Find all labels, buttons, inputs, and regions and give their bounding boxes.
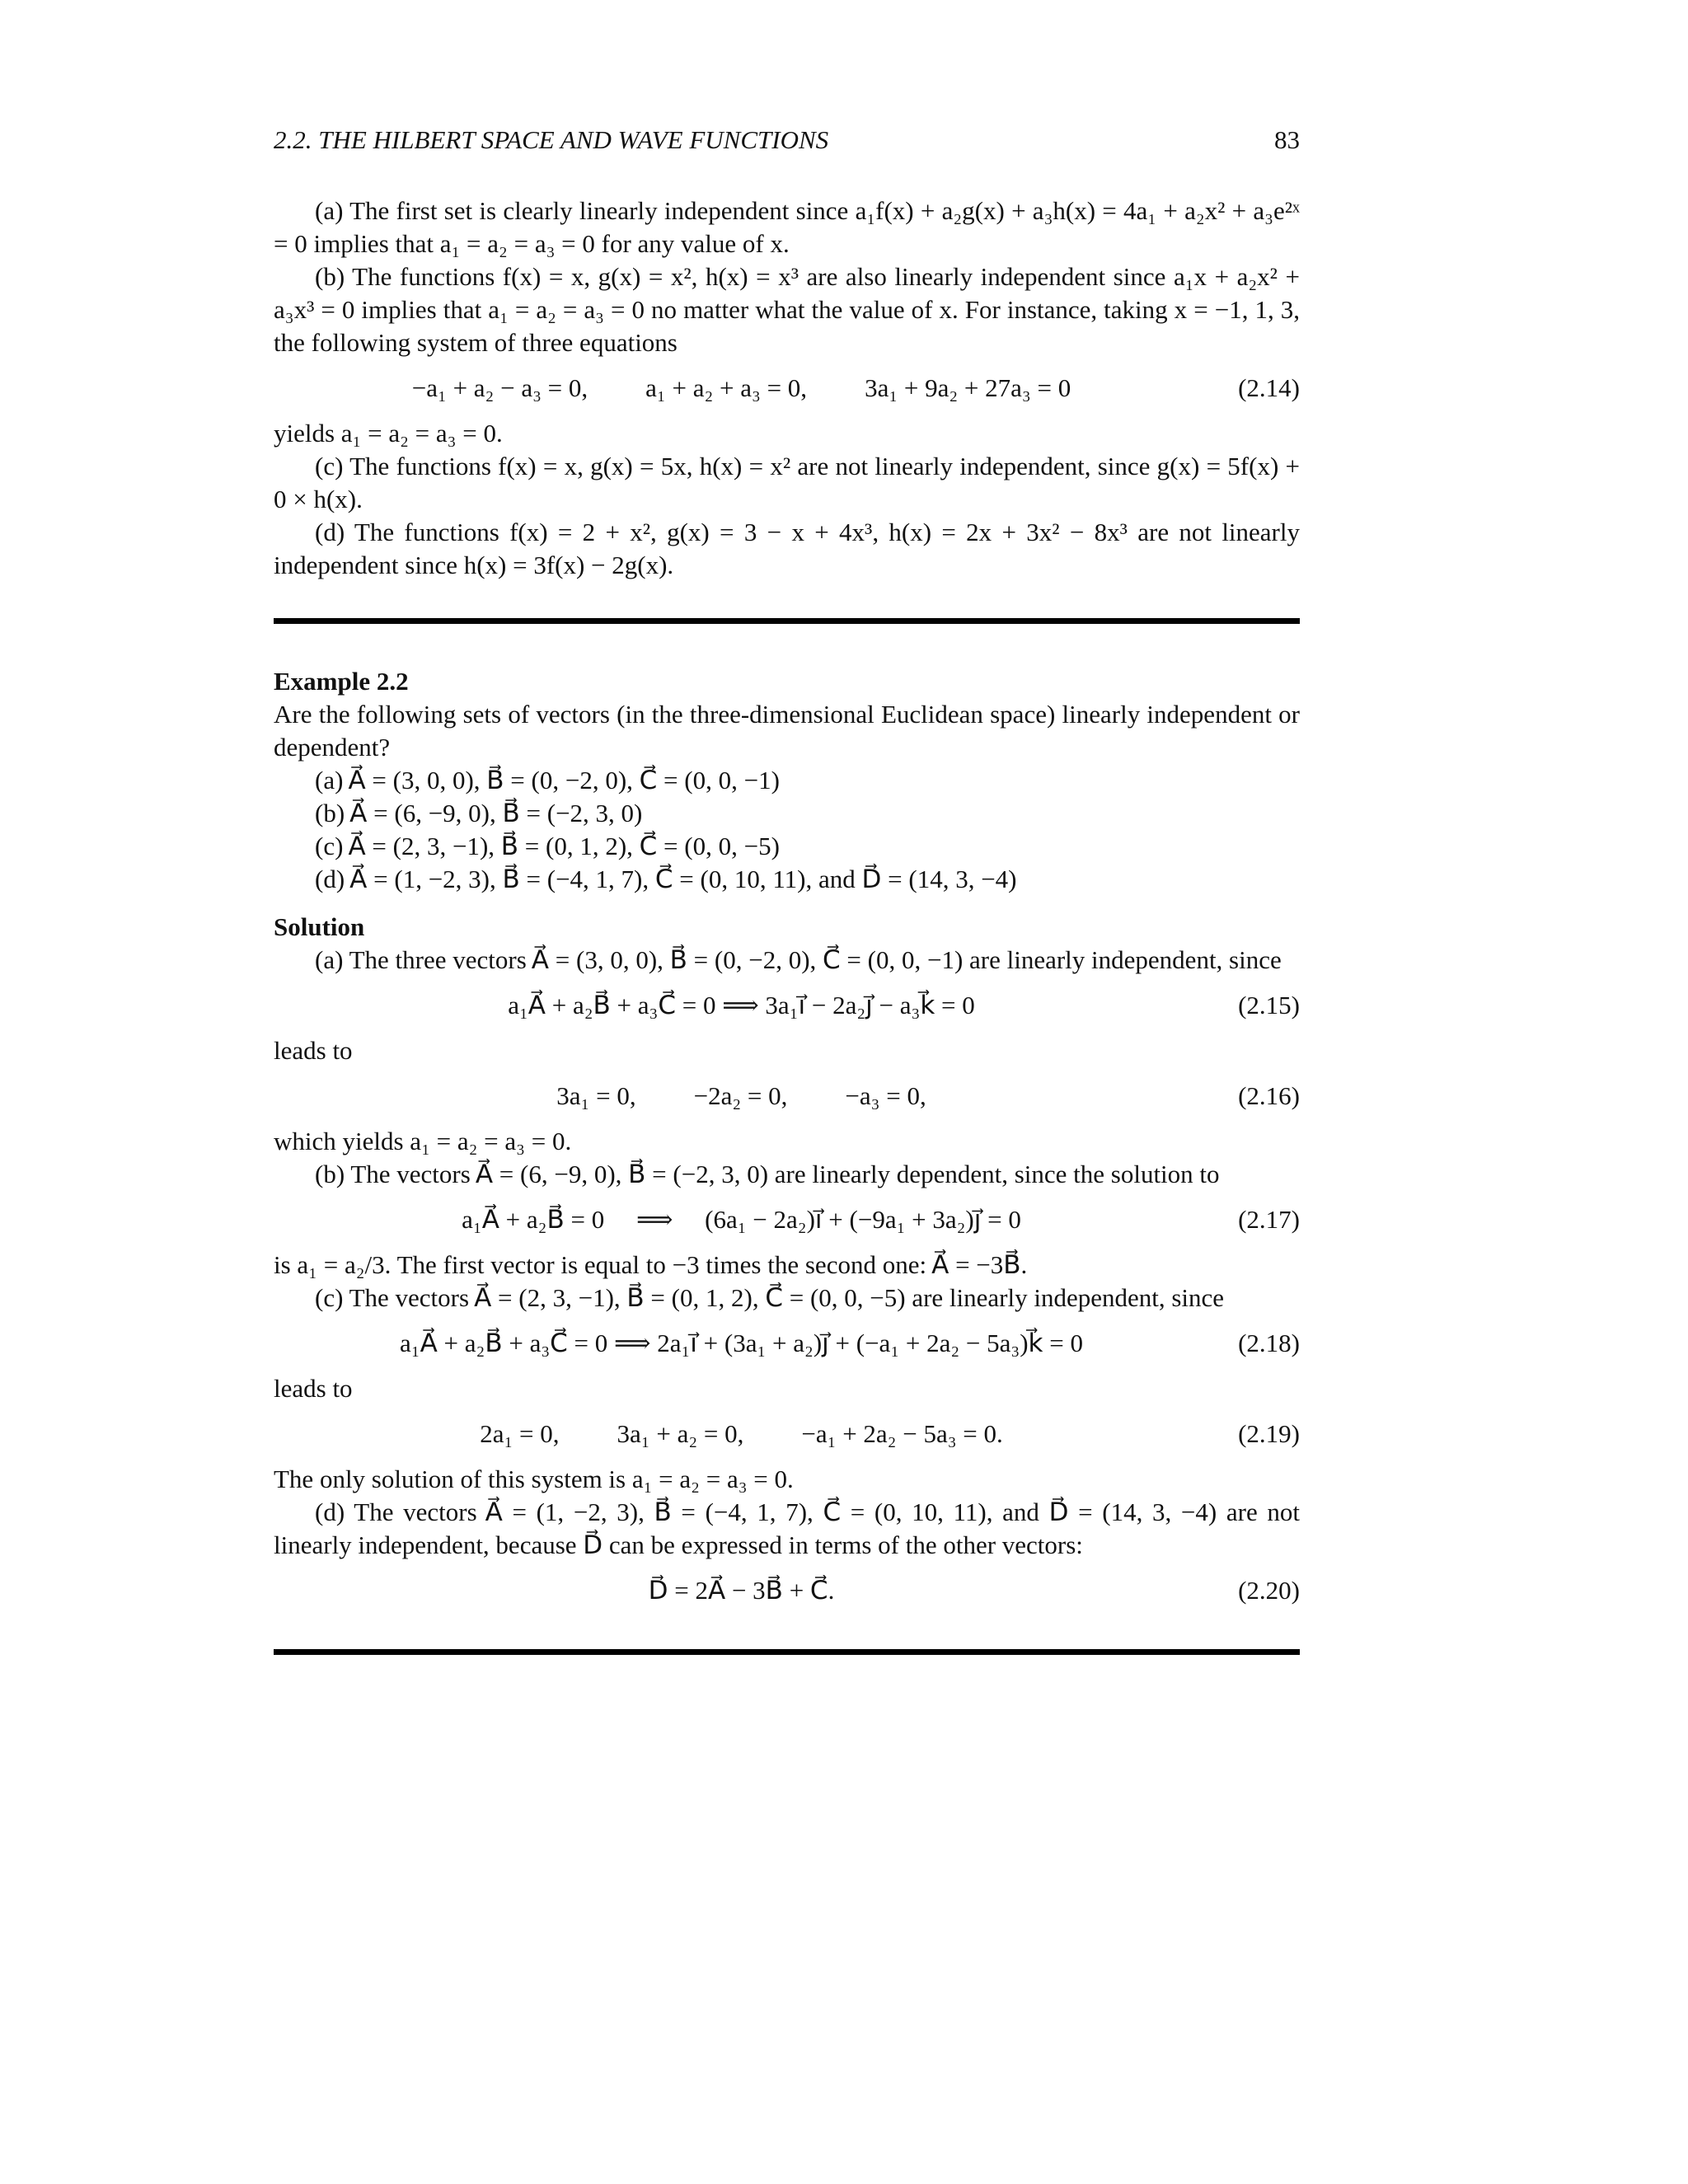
part-d-paragraph: (d) The functions f(x) = 2 + x², g(x) = 3 − x + 4x³, h(x) = 2x + 3x² − 8x³ are not linearly independent since h(x) = 3f(x) − 2g(x).	[274, 518, 1300, 579]
equation-part: 3a₁ = 0,	[556, 1081, 636, 1110]
solution-d-text: (d) The vectors A⃗ = (1, −2, 3), B⃗ = (−4, 1, 7), C⃗ = (0, 10, 11), and D⃗ = (14, 3, −4) are not linearly independent, because D⃗ can be expressed in terms of the other vectors:	[274, 1497, 1300, 1559]
equation-2-16	[274, 1067, 1300, 1125]
equation-number: (2.20)	[1238, 1576, 1300, 1605]
example-item: (c) A⃗ = (2, 3, −1), B⃗ = (0, 1, 2), C⃗ = (0, 0, −5)	[315, 832, 780, 860]
header-title: 2.2. THE HILBERT SPACE AND WAVE FUNCTIONS	[274, 125, 829, 154]
only-solution-text: The only solution of this system is a₁ = a₂ = a₃ = 0.	[274, 1465, 794, 1493]
solution-a-text: (a) The three vectors A⃗ = (3, 0, 0), B⃗ = (0, −2, 0), C⃗ = (0, 0, −1) are linearly independent, since	[315, 945, 1282, 974]
equation-body: D⃗ = 2A⃗ − 3B⃗ + C⃗.	[648, 1576, 835, 1605]
equation-2-15	[274, 977, 1300, 1034]
running-header	[274, 124, 1300, 157]
which-yields-text: which yields a₁ = a₂ = a₃ = 0.	[274, 1127, 572, 1155]
page-number: 83	[1274, 125, 1300, 154]
equation-part: 3a₁ + a₂ = 0,	[617, 1419, 744, 1448]
section-divider-top	[274, 618, 1300, 624]
equation-2-20	[274, 1562, 1300, 1619]
equation-number: (2.15)	[1238, 991, 1300, 1019]
equation-number: (2.19)	[1238, 1419, 1300, 1448]
part-c-paragraph: (c) The functions f(x) = x, g(x) = 5x, h(x) = x² are not linearly independent, since g(x) = 5f(x) + 0 × h(x).	[274, 452, 1300, 513]
example-question: Are the following sets of vectors (in the three-dimensional Euclidean space) linearly independent or dependent?	[274, 700, 1300, 762]
equation-number: (2.17)	[1238, 1205, 1300, 1234]
equation-body: a₁A⃗ + a₂B⃗ + a₃C⃗ = 0 ⟹ 2a₁i⃗ + (3a₁ + a₂)j⃗ + (−a₁ + 2a₂ − 5a₃)k⃗ = 0	[400, 1329, 1083, 1357]
equation-number: (2.16)	[1238, 1081, 1300, 1110]
example-item: (b) A⃗ = (6, −9, 0), B⃗ = (−2, 3, 0)	[315, 799, 643, 827]
solution-c-text: (c) The vectors A⃗ = (2, 3, −1), B⃗ = (0, 1, 2), C⃗ = (0, 0, −5) are linearly independent, since	[315, 1283, 1225, 1312]
solution-b-result: is a₁ = a₂/3. The first vector is equal to −3 times the second one: A⃗ = −3B⃗.	[274, 1250, 1028, 1279]
equation-2-18	[274, 1315, 1300, 1372]
example-item: (d) A⃗ = (1, −2, 3), B⃗ = (−4, 1, 7), C⃗ = (0, 10, 11), and D⃗ = (14, 3, −4)	[315, 865, 1017, 893]
equation-2-14	[274, 359, 1300, 417]
yields-line: yields a₁ = a₂ = a₃ = 0.	[274, 419, 503, 448]
equation-part: −a₁ + 2a₂ − 5a₃ = 0.	[801, 1419, 1003, 1448]
equation-number: (2.18)	[1238, 1329, 1300, 1357]
equation-part: 2a₁ = 0,	[480, 1419, 560, 1448]
equation-body: a₁A⃗ + a₂B⃗ + a₃C⃗ = 0 ⟹ 3a₁i⃗ − 2a₂j⃗ − a₃k⃗ = 0	[508, 991, 975, 1019]
equation-2-17	[274, 1191, 1300, 1249]
solution-b-text: (b) The vectors A⃗ = (6, −9, 0), B⃗ = (−2, 3, 0) are linearly dependent, since the solution to	[315, 1160, 1220, 1188]
equation-part: a₁ + a₂ + a₃ = 0,	[645, 373, 808, 402]
section-divider-bottom	[274, 1649, 1300, 1655]
example-item: (a) A⃗ = (3, 0, 0), B⃗ = (0, −2, 0), C⃗ = (0, 0, −1)	[315, 766, 780, 794]
part-b-paragraph: (b) The functions f(x) = x, g(x) = x², h(x) = x³ are also linearly independent since a₁x + a₂x² + a₃x³ = 0 implies that a₁ = a₂ = a₃ = 0 no matter what the value of x. For instance, taking x = −1, 1, 3, the following system of three equations	[274, 262, 1300, 357]
page	[274, 124, 1300, 1696]
part-a-paragraph: (a) The first set is clearly linearly independent since a₁f(x) + a₂g(x) + a₃h(x) = 4a₁ + a₂x² + a₃e²ˣ = 0 implies that a₁ = a₂ = a₃ = 0 for any value of x.	[274, 196, 1300, 258]
equation-body: a₁A⃗ + a₂B⃗ = 0 ⟹ (6a₁ − 2a₂)i⃗ + (−9a₁ + 3a₂)j⃗ = 0	[462, 1205, 1021, 1234]
solution-title: Solution	[274, 912, 365, 941]
leads-to-text: leads to	[274, 1374, 353, 1403]
equation-part: −a₁ + a₂ − a₃ = 0,	[411, 373, 588, 402]
equation-number: (2.14)	[1238, 373, 1300, 402]
example-title: Example 2.2	[274, 667, 409, 696]
leads-to-text: leads to	[274, 1036, 353, 1065]
equation-part: −2a₂ = 0,	[693, 1081, 788, 1110]
equation-2-19	[274, 1405, 1300, 1463]
equation-part: −a₃ = 0,	[845, 1081, 926, 1110]
equation-part: 3a₁ + 9a₂ + 27a₃ = 0	[865, 373, 1071, 402]
